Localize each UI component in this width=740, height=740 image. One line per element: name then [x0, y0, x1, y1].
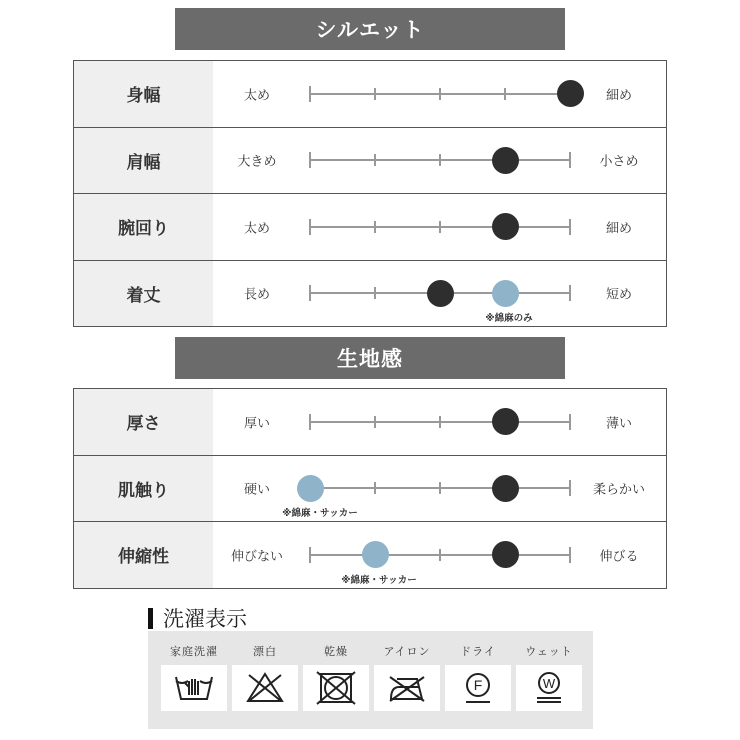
scale-line: [310, 93, 570, 95]
table-row: [74, 194, 666, 261]
washing-item: [374, 643, 440, 711]
indicator-dot: [492, 408, 519, 435]
washing-label: 漂白: [253, 645, 277, 658]
left-label: 太め: [243, 221, 270, 237]
right-label: 薄い: [605, 416, 632, 432]
scale-tick: [374, 416, 376, 428]
scale-tick: [309, 547, 311, 563]
right-label: 柔らかい: [592, 482, 645, 498]
scale-tick: [309, 86, 311, 102]
svg-text:W: W: [542, 676, 556, 691]
row-label: 伸縮性: [74, 522, 213, 588]
scale-tick: [569, 547, 571, 563]
scale-tick: [439, 88, 441, 100]
left-label: 長め: [243, 287, 270, 303]
scale-tick: [374, 482, 376, 494]
washing-label: 乾燥: [324, 645, 348, 658]
scale-line: [310, 421, 570, 423]
variant-indicator-dot: [492, 280, 519, 307]
washing-item: [232, 643, 298, 711]
fabric-header: 生地感: [175, 337, 565, 379]
row-label: 身幅: [74, 61, 213, 127]
scale-tick: [439, 482, 441, 494]
indicator-dot: [492, 541, 519, 568]
fabric-table: [73, 388, 667, 589]
washing-panel: [148, 631, 593, 729]
table-row: [74, 128, 666, 195]
left-label: 太め: [243, 88, 270, 104]
washing-label: ドライ: [460, 645, 496, 658]
indicator-dot: [492, 147, 519, 174]
washing-item: [303, 643, 369, 711]
right-label: 短め: [605, 287, 632, 303]
indicator-dot: [427, 280, 454, 307]
scale-tick: [569, 285, 571, 301]
table-row: [74, 261, 666, 328]
variant-indicator-dot: [297, 475, 324, 502]
table-row: [74, 456, 666, 523]
table-row: [74, 61, 666, 128]
scale-tick: [374, 154, 376, 166]
right-label: 細め: [605, 88, 632, 104]
washing-item: [161, 643, 227, 711]
scale-tick: [374, 287, 376, 299]
table-row: [74, 389, 666, 456]
scale-tick: [504, 88, 506, 100]
scale-tick: [439, 416, 441, 428]
scale-tick: [309, 219, 311, 235]
scale-tick: [569, 414, 571, 430]
scale-tick: [439, 549, 441, 561]
note: ※綿麻・サッカー: [282, 508, 358, 519]
scale-tick: [439, 221, 441, 233]
scale-tick: [569, 219, 571, 235]
right-label: 小さめ: [599, 154, 639, 170]
scale-tick: [569, 480, 571, 496]
left-label: 大きめ: [237, 154, 277, 170]
left-label: 硬い: [243, 482, 270, 498]
scale-tick: [309, 414, 311, 430]
variant-indicator-dot: [362, 541, 389, 568]
washing-title-text: 洗濯表示: [163, 607, 247, 631]
dry-clean-f-icon: [445, 665, 511, 711]
washing-item: [516, 643, 582, 711]
scale-tick: [569, 152, 571, 168]
scale-line: [310, 226, 570, 228]
scale-tick: [374, 88, 376, 100]
right-label: 細め: [605, 221, 632, 237]
scale-line: [310, 554, 570, 556]
indicator-dot: [492, 213, 519, 240]
table-row: [74, 522, 666, 589]
no-iron-icon: [374, 665, 440, 711]
silhouette-header: シルエット: [175, 8, 565, 50]
washing-label: 家庭洗濯: [170, 645, 218, 658]
left-label: 厚い: [243, 416, 270, 432]
silhouette-table: [73, 60, 667, 327]
washing-label: ウェット: [525, 645, 573, 658]
indicator-dot: [557, 80, 584, 107]
note: ※綿麻のみ: [485, 313, 533, 324]
svg-text:F: F: [473, 677, 483, 693]
washing-label: アイロン: [383, 645, 431, 658]
washing-title: [148, 603, 247, 633]
hand-wash-icon: [161, 665, 227, 711]
scale-tick: [309, 152, 311, 168]
row-label: 肌触り: [74, 456, 213, 522]
scale-line: [310, 487, 570, 489]
right-label: 伸びる: [599, 549, 639, 565]
scale-tick: [374, 221, 376, 233]
left-label: 伸びない: [230, 549, 283, 565]
washing-item: [445, 643, 511, 711]
title-bar-icon: [148, 608, 153, 629]
no-bleach-icon: [232, 665, 298, 711]
row-label: 着丈: [74, 261, 213, 327]
scale-line: [310, 159, 570, 161]
note: ※綿麻・サッカー: [341, 574, 417, 586]
indicator-dot: [492, 475, 519, 502]
row-label: 肩幅: [74, 128, 213, 194]
wet-clean-w-icon: [516, 665, 582, 711]
row-label: 厚さ: [74, 389, 213, 455]
scale-tick: [309, 285, 311, 301]
scale-tick: [439, 154, 441, 166]
row-label: 腕回り: [74, 194, 213, 260]
no-tumble-dry-icon: [303, 665, 369, 711]
